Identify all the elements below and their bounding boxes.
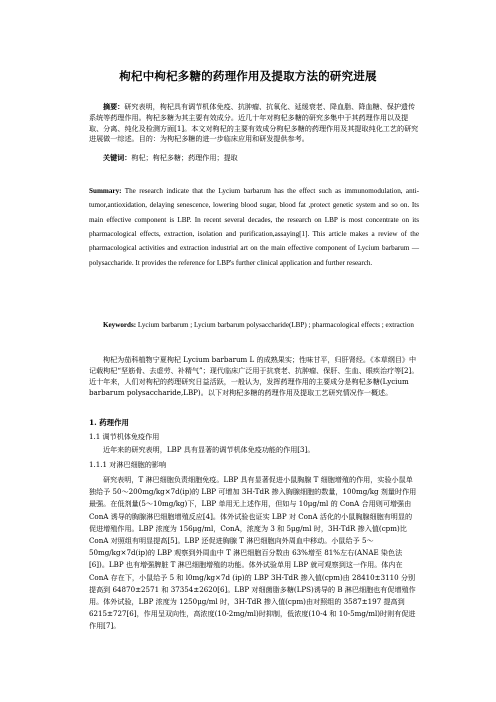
keywords-en-label: Keywords:: [103, 321, 137, 329]
summary-text: The research indicate that the Lycium barbarum has the effect such as immunomodulation, anti-tumor,antioxidation, delaying senescence, lowering blood sugar, blood fat ,protect genetic system and so on. Its main effective component is LBP. In recent several decades, the research on LBP is most concentrate on its pharmacological effects, extraction, isolation and purification,assaying[1]. This article makes a review of the pharmacological activities and extraction industrial art on the main effective component of Lycium barbarum — polysaccharide. It provides the reference for LBP's further clinical application and further research.: [89, 187, 419, 267]
keywords-en: [89, 318, 419, 332]
intro-paragraph: 枸杞为茄科植物宁夏枸杞 Lycium barbarum L 的成熟果实；性味甘平，归肝肾经。《本草纲目》中记载枸杞“坚筋骨、去虚劳、补精气”；现代临床广泛用于抗衰老、抗肿瘤、保肝、生血、眼疾治疗等[2]。近十年来，人们对枸杞的药理研究日益活跃，一般认为，发挥药理作用的主要成分是枸杞多糖(Lycium barbarum polysaccharide,LBP)。以下对枸杞多糖的药理作用及提取工艺研究情况作一概述。: [89, 355, 419, 397]
section-heading-pharmacology: 1. 药理作用: [89, 418, 129, 427]
subsubsection-heading-lymphocyte: 1.1.1 对淋巴细胞的影响: [89, 460, 167, 469]
immune-paragraph: 近年来的研究表明，LBP 具有显著的调节机体免疫功能的作用[3]。: [103, 445, 315, 454]
summary-en: [89, 184, 419, 270]
keywords-zh: [89, 153, 419, 164]
abstract-zh: [89, 102, 419, 145]
abstract-label: 摘要：: [103, 102, 125, 111]
lymphocyte-paragraph: 研究表明，T 淋巴细胞负责细胞免疫。LBP 具有显著促进小鼠胸腺 T 细胞增殖的作用，实验小鼠单独给予 50～200mg/kg×7d(ip)的 LBP 可增加 3H-TdR 掺入胸腺细胞的数量，100mg/kg 剂量时作用最强。在低剂量(5～10mg/kg)下，LBP 单用无上述作用，但如与 10μg/ml 的 ConA 合用则可增强由 ConA 诱导的胸腺淋巴细胞增殖反应[4]。体外试验也证实 LBP 对 ConA 活化的小鼠胸腺细胞有明显的促进增殖作用。LBP 浓度为 156μg/ml，ConA，浓度为 3 和 5μg/ml 时，3H-TdR 掺入值(cpm)比 ConA 对照组有明显提高[5]。LBP 还促进胸腺 T 淋巴细胞向外周血中移动。小鼠给予 5～50mg/kg×7d(ip)的 LBP 观察到外周血中 T 淋巴细胞百分数由 63%增至 81%左右(ANAE 染色法[6])。LBP 也有增强脾脏 T 淋巴细胞增殖的功能。体外试验单用 LBP 就可观察到这一作用。体内在 ConA 存在下，小鼠给予 5 和 l0mg/kg×7d (ip)的 LBP 3H-TdR 掺入值(cpm)由 28410±3110 分别提高到 64870±2571 和 37354±2620[6]。LBP 对细菌脂多糖(LPS)诱导的 B 淋巴细胞也有促增殖作用。体外试验，LBP 浓度为 1250μg/ml 时，3H-TdR 掺入值(cpm)由对照组的 3587±197 提高到 6215±727[6]，作用呈双向性，高浓度(10-2mg/ml)时抑制，低浓度(10-4 和 10-5mg/ml)时则有促进作用[7]。: [89, 475, 417, 631]
keywords-en-text: Lycium barbarum ; Lycium barbarum polysaccharide(LBP) ; pharmacological effects ; extraction: [136, 321, 414, 329]
subsection-heading-immune: 1.1 调节机体免疫作用: [89, 432, 160, 441]
summary-label: Summary:: [89, 187, 122, 195]
keywords-text: 枸杞；枸杞多糖；药理作用；提取: [131, 153, 238, 162]
keywords-label: 关键词：: [103, 153, 132, 162]
abstract-text: 研究表明，枸杞具有调节机体免疫、抗肿瘤、抗氧化、延缓衰老、降血脂、降血糖、保护遗传系统等药理作用。枸杞多糖为其主要有效成分。近几十年对枸杞多糖的研究多集中于其药理作用以及提取、分离、纯化及检测方面[1]。本文对枸杞的主要有效成分枸杞多糖的药理作用及其提取纯化工艺的研究进展做一综述。目的：为枸杞多糖的进一步临床应用和研发提供参考。: [89, 102, 419, 144]
paper-title: 枸杞中枸杞多糖的药理作用及提取方法的研究进展: [119, 69, 377, 83]
